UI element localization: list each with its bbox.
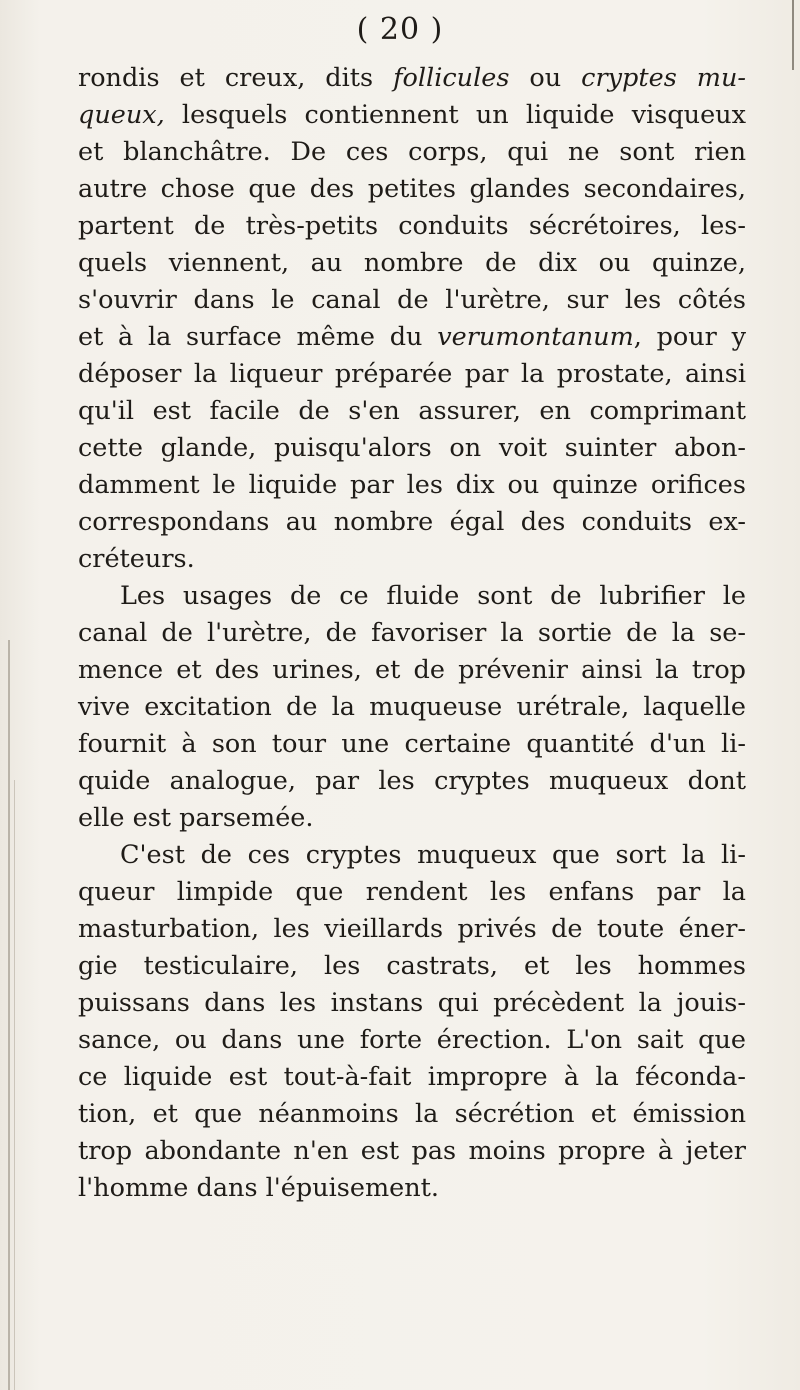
text-run: mence et des urines, et de prévenir ainsi la trop — [78, 655, 746, 685]
text-line — [78, 1133, 746, 1170]
text-line — [78, 726, 746, 763]
text-line — [78, 430, 746, 467]
text-run: elle est parsemée. — [78, 803, 314, 833]
text-line — [78, 245, 746, 282]
text-line — [78, 615, 746, 652]
text-run: ce liquide est tout-à-fait impropre à la féconda- — [78, 1062, 746, 1092]
page-number: ( 20 ) — [356, 12, 444, 47]
text-line — [78, 874, 746, 911]
text-run: autre chose que des petites glandes secondaires, — [78, 174, 746, 204]
text-line — [78, 97, 746, 134]
text-line — [78, 541, 746, 578]
text-run: qu'il est facile de s'en assurer, en comprimant — [78, 396, 746, 426]
text-line — [78, 1170, 746, 1207]
text-run: vive excitation de la muqueuse urétrale, laquelle — [78, 692, 746, 722]
text-line — [78, 911, 746, 948]
text-line — [78, 1022, 746, 1059]
italic-term: cryptes mu- — [581, 63, 747, 93]
italic-term: verumontanum — [437, 322, 634, 352]
text-run: trop abondante n'en est pas moins propre à jeter — [78, 1136, 746, 1166]
text-run: fournit à son tour une certaine quantité d'un li- — [78, 729, 746, 759]
text-line — [78, 393, 746, 430]
text-run: et à la surface même du — [78, 322, 438, 352]
body-text — [78, 60, 746, 1207]
text-line — [78, 319, 746, 356]
text-line — [78, 652, 746, 689]
text-run: puissans dans les instans qui précèdent la jouis- — [78, 988, 746, 1018]
text-run: correspondans au nombre égal des conduits ex- — [78, 507, 746, 537]
text-run: s'ouvrir dans le canal de l'urètre, sur les côtés — [78, 285, 746, 315]
text-line — [78, 208, 746, 245]
text-run: rondis et creux, dits — [78, 63, 394, 93]
text-run: quide analogue, par les cryptes muqueux dont — [78, 766, 746, 796]
text-line — [78, 800, 746, 837]
text-run: C'est de ces cryptes muqueux que sort la li- — [120, 840, 746, 870]
text-line — [78, 837, 746, 874]
text-line — [78, 578, 746, 615]
text-run: masturbation, les vieillards privés de toute éner- — [78, 914, 746, 944]
text-run: cette glande, puisqu'alors on voit suinter abon- — [78, 433, 746, 463]
page-edge-shadow — [14, 780, 15, 1390]
text-line — [78, 689, 746, 726]
text-line — [78, 1096, 746, 1133]
text-line — [78, 1059, 746, 1096]
text-run: et blanchâtre. De ces corps, qui ne sont rien — [78, 137, 746, 167]
text-run: l'homme dans l'épuisement. — [78, 1173, 440, 1203]
text-run: sance, ou dans une forte érection. L'on sait que — [78, 1025, 746, 1055]
text-run: queur limpide que rendent les enfans par la — [78, 877, 746, 907]
text-line — [78, 60, 746, 97]
text-run: , pour y — [633, 322, 746, 352]
italic-term: follicules — [393, 63, 510, 93]
text-run: partent de très-petits conduits sécrétoires, les- — [78, 211, 746, 241]
text-line — [78, 282, 746, 319]
text-run: damment le liquide par les dix ou quinze orifices — [78, 470, 746, 500]
text-run: déposer la liqueur préparée par la prostate, ainsi — [78, 359, 746, 389]
italic-term: queux, — [78, 100, 165, 130]
text-line — [78, 171, 746, 208]
text-run: lesquels contiennent un liquide visqueux — [164, 100, 746, 130]
text-line — [78, 504, 746, 541]
text-line — [78, 134, 746, 171]
text-run: quels viennent, au nombre de dix ou quinze, — [78, 248, 746, 278]
text-run: tion, et que néanmoins la sécrétion et émission — [78, 1099, 746, 1129]
text-line — [78, 467, 746, 504]
text-run: gie testiculaire, les castrats, et les hommes — [78, 951, 746, 981]
text-line — [78, 948, 746, 985]
text-run: Les usages de ce fluide sont de lubrifier le — [120, 581, 746, 611]
text-line — [78, 985, 746, 1022]
text-run: canal de l'urètre, de favoriser la sortie de la se- — [78, 618, 746, 648]
text-line — [78, 356, 746, 393]
page-edge-shadow — [8, 640, 10, 1390]
text-run: créteurs. — [78, 544, 195, 574]
text-line — [78, 763, 746, 800]
text-run: ou — [509, 63, 582, 93]
